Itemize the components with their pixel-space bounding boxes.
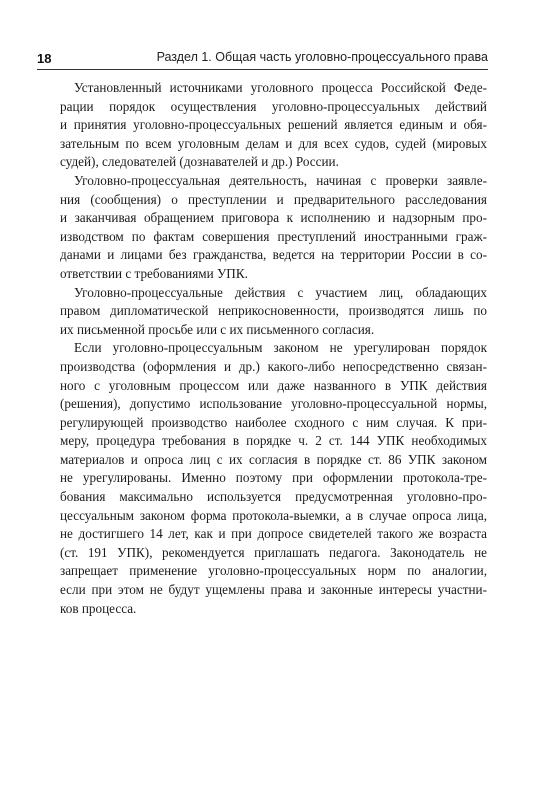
text-line [60,469,487,488]
text-line [60,414,487,433]
text-line [60,116,487,135]
text-line [60,377,487,396]
text-line-content: Уголовно-процессуальные действия с участием лиц, обладающих [74,284,487,300]
text-line-content: ответствии с требованиями УПК. [60,265,248,281]
text-line-content: и заканчивая обращением приговора к исполнению и надзорным про- [60,210,487,226]
text-line-content: цессуальным законом форма протокола-выемки, а в случае опроса лица, [60,507,487,523]
text-line [60,172,487,191]
text-line [60,581,487,600]
text-line [60,321,487,340]
text-line [60,228,487,247]
text-line-content: меру, процедура требования в порядке ч. 2 ст. 144 УПК необходимых [60,433,487,449]
text-line-content: запрещает применение уголовно-процессуальных норм по аналогии, [60,563,487,579]
text-line-content: изводством по фактам совершения преступлений иностранными граж- [60,228,487,244]
text-line [60,488,487,507]
text-line [60,507,487,526]
text-line [60,79,487,98]
paragraph [60,339,487,618]
text-line [60,135,487,154]
text-line [60,432,487,451]
text-line-content: зательным по всем уголовным делам и для всех судов, судей (мировых [60,135,487,151]
text-line-content: данами и лицами без гражданства, ведется на территории России в со- [60,247,487,263]
text-line [60,209,487,228]
text-line-content: Уголовно-процессуальная деятельность, начиная с проверки заявле- [74,172,487,188]
text-line [60,451,487,470]
text-line-content: ного с уголовным процессом или даже названного в УПК действия [60,377,487,393]
text-line-content: материалов и опроса лиц с их согласия в порядке ст. 86 УПК законом [60,451,487,467]
text-line-content: (ст. 191 УПК), рекомендуется приглашать педагога. Законодатель не [60,544,487,560]
text-line-content: их письменной просьбе или с их письменного согласия. [60,321,375,337]
text-line [60,600,487,619]
text-line [60,153,487,172]
text-line-content: регулирующей производство наиболее сходного с ним случая. К при- [60,414,487,430]
text-line [60,265,487,284]
text-line [60,302,487,321]
text-line [60,525,487,544]
page-header [37,47,488,70]
text-line-content: (решения), допустимо использование уголовно-процессуальной нормы, [60,396,487,412]
text-line-content: Установленный источниками уголовного процесса Российской Феде- [74,80,487,95]
text-line [60,98,487,117]
text-line [60,339,487,358]
text-line-content: рации порядок осуществления уголовно-процессуальных действий [60,98,487,114]
text-line [60,358,487,377]
text-line-content: если при этом не будут ущемлены права и законные интересы участни- [60,582,487,598]
text-line-content: не урегулированы. Именно поэтому при оформлении протокола-тре- [60,470,487,486]
text-line-content: правом дипломатической неприкосновенности, производятся лишь по [60,303,487,319]
text-line [60,191,487,210]
text-line [60,395,487,414]
text-line-content: и принятия уголовно-процессуальных решений является единым и обя- [60,117,487,133]
text-line-content: судей), следователей (дознавателей и др.) России. [60,154,339,170]
text-line-content: не достигшего 14 лет, как и при допросе свидетелей такого же возраста [60,526,487,542]
text-line-content: бования максимально используется предусмотренная уголовно-про- [60,489,487,505]
text-line [60,246,487,265]
text-line-content: Если уголовно-процессуальным законом не урегулирован порядок [74,340,487,356]
body-text [60,79,487,618]
text-line [60,544,487,563]
paragraph [60,284,487,340]
text-line-content: производства (оформления и др.) какого-либо непосредственно связан- [60,358,487,374]
text-line [60,284,487,303]
text-line [60,562,487,581]
text-line-content: ков процесса. [60,600,137,616]
text-line-content: ния (сообщения) о преступлении и предварительного расследования [60,191,487,207]
paragraph [60,172,487,284]
page-number: 18 [37,51,52,66]
running-head: Раздел 1. Общая часть уголовно-процессуального права [156,50,488,64]
paragraph [60,79,487,172]
